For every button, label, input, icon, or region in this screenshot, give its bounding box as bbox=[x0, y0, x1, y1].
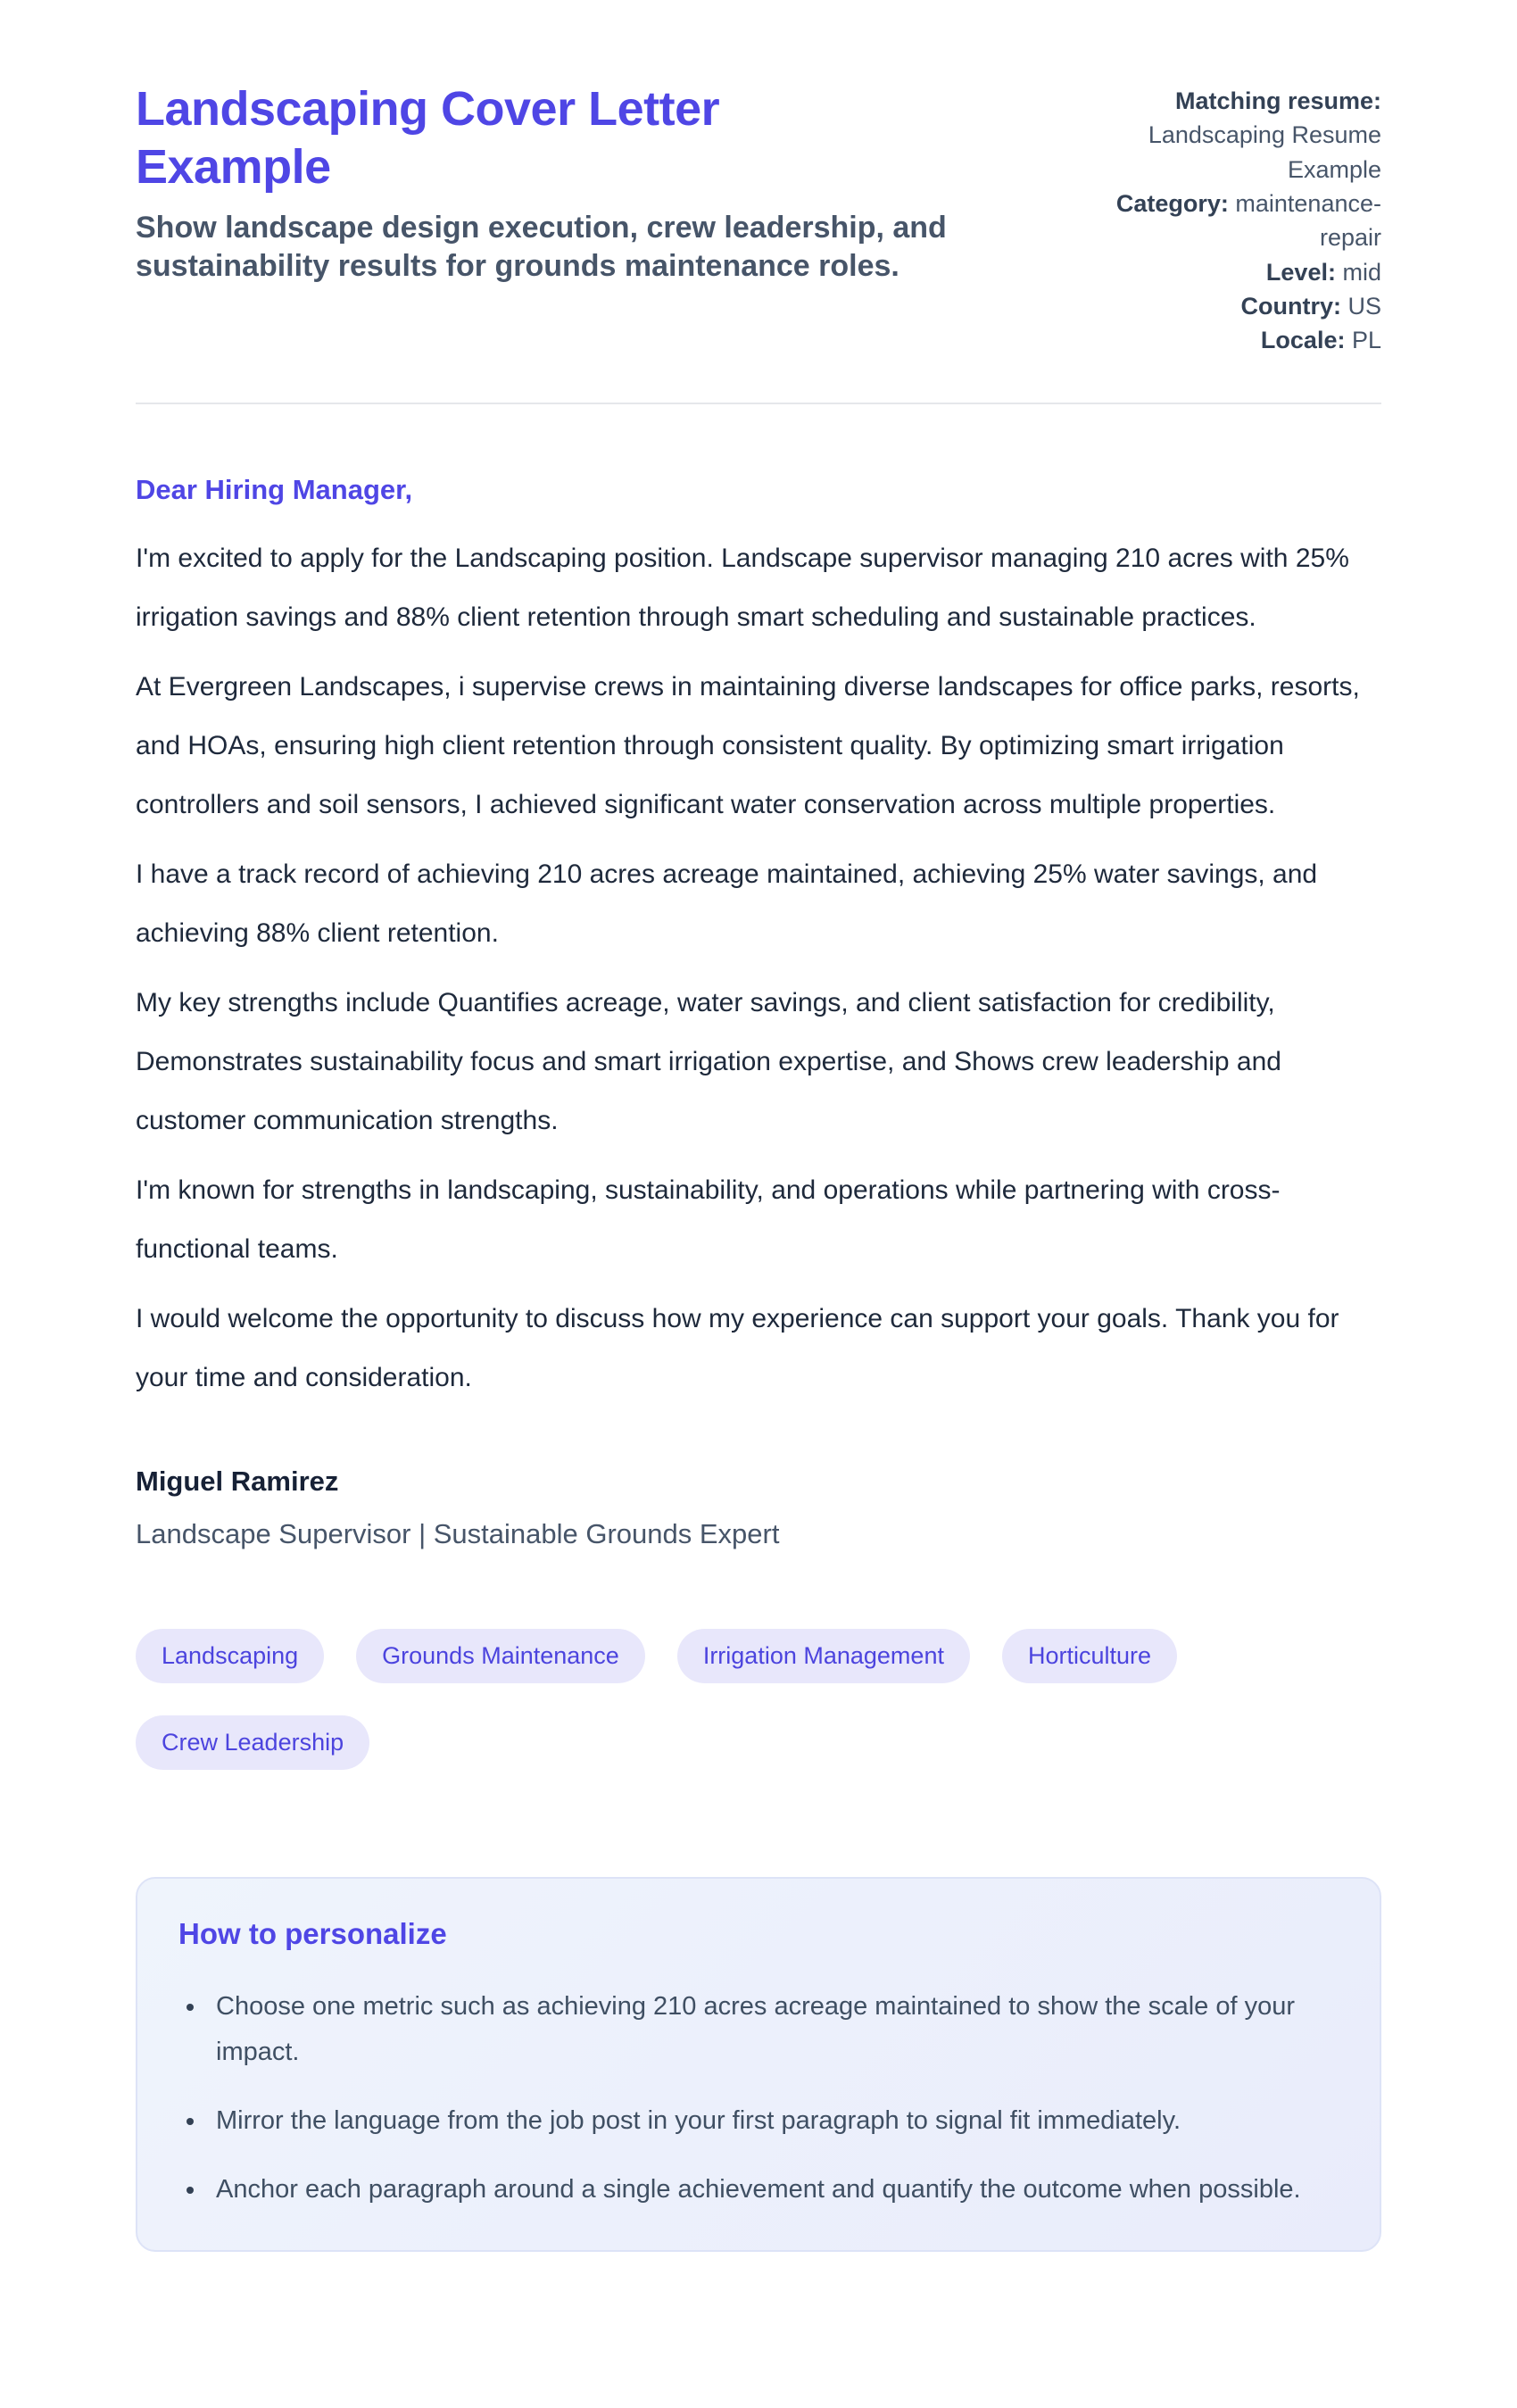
meta-level bbox=[1078, 255, 1381, 289]
meta-label: Country: bbox=[1240, 292, 1341, 320]
personalize-box bbox=[136, 1877, 1381, 2252]
header-divider bbox=[136, 403, 1381, 404]
meta-label: Level: bbox=[1265, 258, 1336, 286]
letter-paragraph: I'm excited to apply for the Landscaping position. Landscape supervisor managing 210 acres with 25% irrigation savings and 88% client retention through smart scheduling and sustainable practices. bbox=[136, 543, 1349, 632]
tag-landscaping[interactable]: Landscaping bbox=[136, 1629, 324, 1683]
tag-grounds-maintenance[interactable]: Grounds Maintenance bbox=[356, 1629, 645, 1683]
meta-value: mid bbox=[1342, 258, 1381, 286]
meta-locale bbox=[1078, 323, 1381, 357]
tag-list bbox=[136, 1629, 1381, 1770]
personalize-heading: How to personalize bbox=[178, 1917, 447, 1950]
meta-label: Matching resume: bbox=[1174, 87, 1381, 114]
header-left bbox=[136, 80, 992, 286]
tag-crew-leadership[interactable]: Crew Leadership bbox=[136, 1715, 369, 1770]
letter-paragraph: I'm known for strengths in landscaping, sustainability, and operations while partnering with cross-functional teams. bbox=[136, 1175, 1281, 1264]
resume-meta-panel bbox=[1078, 80, 1381, 358]
personalize-tip-list bbox=[178, 1984, 1339, 2213]
meta-value: US bbox=[1347, 292, 1381, 320]
personalize-tip: • Choose one metric such as achieving 210 acres acreage maintained to show the scale of your impact. bbox=[207, 1984, 1339, 2075]
meta-value: PL bbox=[1351, 327, 1381, 354]
signature-name: Miguel Ramirez bbox=[136, 1465, 339, 1497]
meta-country bbox=[1078, 289, 1381, 323]
letter-paragraph: At Evergreen Landscapes, i supervise crews in maintaining diverse landscapes for office parks, resorts, and HOAs, ensuring high client retention through consistent quality. By optimizing smart irrigation controllers and soil sensors, I achieved significant water conservation across multiple properties. bbox=[136, 671, 1360, 819]
tag-horticulture[interactable]: Horticulture bbox=[1002, 1629, 1177, 1683]
meta-matching-resume bbox=[1078, 84, 1381, 187]
letter-paragraph: I would welcome the opportunity to discuss how my experience can support your goals. Thank you for your time and consideration. bbox=[136, 1303, 1339, 1392]
salutation: Dear Hiring Manager, bbox=[136, 473, 413, 505]
page-subtitle: Show landscape design execution, crew leadership, and sustainability results for grounds maintenance roles. bbox=[136, 210, 947, 283]
meta-value: Landscaping Resume Example bbox=[1148, 121, 1381, 183]
meta-value: maintenance-repair bbox=[1235, 189, 1381, 252]
page-title: Landscaping Cover Letter Example bbox=[136, 82, 720, 194]
meta-label: Category: bbox=[1115, 189, 1229, 217]
personalize-tip: • Mirror the language from the job post in your first paragraph to signal fit immediately. bbox=[207, 2098, 1339, 2144]
meta-category bbox=[1078, 187, 1381, 255]
personalize-tip: • Anchor each paragraph around a single achievement and quantify the outcome when possible. bbox=[207, 2167, 1339, 2213]
header bbox=[136, 80, 1381, 358]
letter-paragraph: My key strengths include Quantifies acreage, water savings, and client satisfaction for credibility, Demonstrates sustainability focus and smart irrigation expertise, and Shows crew leadership and customer communication strengths. bbox=[136, 987, 1281, 1135]
signature-role: Landscape Supervisor | Sustainable Grounds Expert bbox=[136, 1517, 780, 1549]
letter-paragraph: I have a track record of achieving 210 acres acreage maintained, achieving 25% water savings, and achieving 88% client retention. bbox=[136, 859, 1318, 948]
tag-irrigation-management[interactable]: Irrigation Management bbox=[677, 1629, 970, 1683]
meta-label: Locale: bbox=[1260, 327, 1346, 354]
letter-body bbox=[136, 461, 1381, 1550]
